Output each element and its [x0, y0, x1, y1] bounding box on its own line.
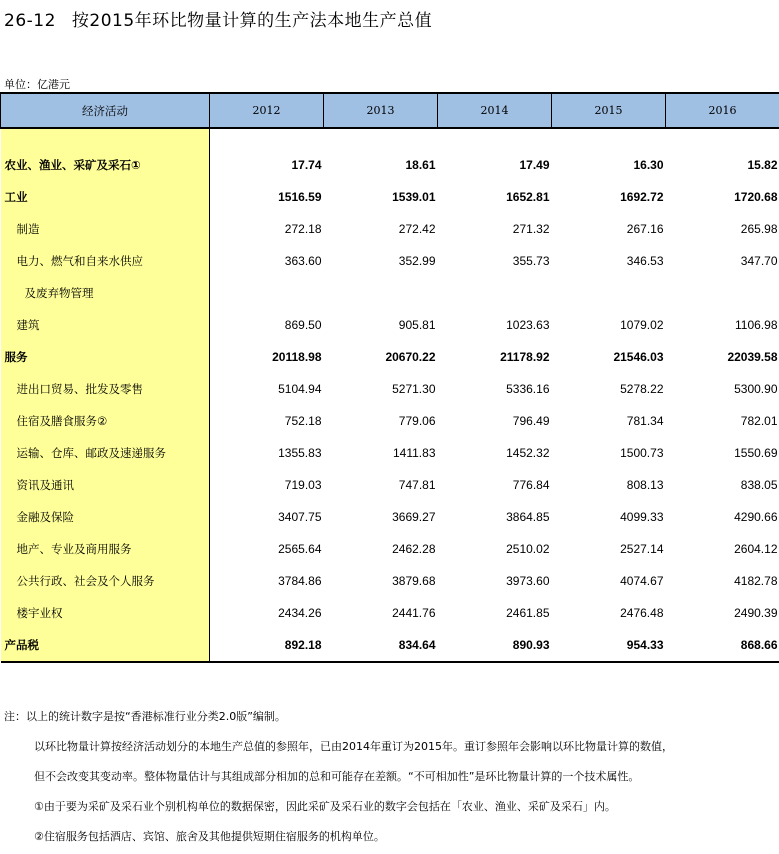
cell-value: 808.13 [626, 478, 664, 492]
cell-value: 2462.28 [392, 542, 436, 556]
cell-value: 838.05 [740, 478, 778, 492]
cell-value: 1106.98 [735, 318, 778, 332]
cell-value: 776.84 [512, 478, 550, 492]
row-label: 农业、渔业、采矿及采石① [1, 149, 210, 181]
table-row [1, 501, 779, 533]
header-row [1, 93, 779, 128]
cell-value: 2441.76 [392, 606, 436, 620]
cell-value: 2434.26 [278, 606, 322, 620]
cell-value: 890.93 [438, 629, 552, 662]
cell-value: 782.01 [740, 414, 778, 428]
cell-value: 905.81 [398, 318, 436, 332]
cell-value [666, 277, 779, 309]
table-row [1, 437, 779, 469]
table-row [1, 213, 779, 245]
cell-value: 1516.59 [278, 190, 322, 204]
cell-value: 1355.83 [278, 446, 322, 460]
table-row [1, 181, 779, 213]
header-year: 2014 [438, 93, 552, 128]
title-text: 按2015年环比物量计算的生产法本地生产总值 [71, 11, 433, 31]
table-row [1, 149, 779, 181]
table-row [1, 341, 779, 373]
cell-value: 3407.75 [278, 510, 322, 524]
cell-value: 4182.78 [734, 574, 778, 588]
cell-value: 1452.32 [506, 446, 550, 460]
row-label: 及废弃物管理 [1, 277, 210, 309]
table-row [1, 629, 779, 662]
table-row [1, 565, 779, 597]
cell-value: 954.33 [552, 629, 666, 662]
cell-value: 719.03 [284, 478, 322, 492]
cell-value: 5300.90 [734, 382, 778, 396]
cell-value: 4099.33 [620, 510, 664, 524]
cell-value: 2476.48 [620, 606, 664, 620]
table-row [1, 373, 779, 405]
table-row [1, 245, 779, 277]
cell-value: 1500.73 [620, 446, 664, 460]
row-label: 金融及保险 [1, 501, 210, 533]
cell-value: 4074.67 [620, 574, 664, 588]
header-year: 2012 [210, 93, 324, 128]
row-label: 产品税 [1, 629, 210, 662]
unit-label: 单位：亿港元 [4, 78, 70, 91]
cell-value: 17.49 [519, 158, 550, 172]
cell-value: 5271.30 [392, 382, 436, 396]
cell-value: 17.74 [291, 158, 322, 172]
note-line: 注：以上的统计数字是按“香港标准行业分类2.0版”编制。 [4, 710, 286, 723]
cell-value [438, 277, 552, 309]
table-row [1, 533, 779, 565]
cell-value: 20670.22 [385, 350, 436, 364]
cell-value: 1023.63 [506, 318, 550, 332]
cell-value: 20118.98 [272, 350, 322, 364]
cell-value: 3879.68 [392, 574, 436, 588]
header-year: 2013 [324, 93, 438, 128]
cell-value: 265.98 [740, 222, 778, 236]
cell-value: 1692.72 [620, 190, 664, 204]
table-row [1, 405, 779, 437]
cell-value: 2604.12 [734, 542, 778, 556]
row-label: 资讯及通讯 [1, 469, 210, 501]
note-line: ②住宿服务包括酒店、宾馆、旅舍及其他提供短期住宿服务的机构单位。 [34, 830, 385, 843]
cell-value: 3669.27 [392, 510, 436, 524]
cell-value: 3973.60 [506, 574, 550, 588]
table-row [1, 469, 779, 501]
cell-value: 21546.03 [613, 350, 664, 364]
cell-value: 752.18 [284, 414, 322, 428]
cell-value: 346.53 [626, 254, 664, 268]
row-label: 电力、燃气和自来水供应 [1, 245, 210, 277]
row-label: 建筑 [1, 309, 210, 341]
cell-value: 1720.68 [734, 190, 778, 204]
cell-value: 5278.22 [620, 382, 664, 396]
cell-value: 267.16 [626, 222, 664, 236]
cell-value: 272.18 [284, 222, 322, 236]
header-year: 2016 [666, 93, 779, 128]
cell-value: 5336.16 [506, 382, 550, 396]
cell-value: 868.66 [666, 629, 779, 662]
table-number: 26-12 [4, 11, 56, 31]
spacer-row [1, 128, 779, 149]
cell-value: 3784.86 [278, 574, 322, 588]
row-label: 制造 [1, 213, 210, 245]
note-line: ①由于要为采矿及采石业个别机构单位的数据保密，因此采矿及采石业的数字会包括在「农业、渔业、采矿及采石」内。 [34, 800, 616, 813]
row-label: 进出口贸易、批发及零售 [1, 373, 210, 405]
cell-value: 352.99 [398, 254, 436, 268]
cell-value [552, 277, 666, 309]
cell-value: 5104.94 [278, 382, 322, 396]
row-label: 运输、仓库、邮政及速递服务 [1, 437, 210, 469]
note-line: 以环比物量计算按经济活动划分的本地生产总值的参照年，已由2014年重订为2015年。重订参照年会影响以环比物量计算的数值， [34, 740, 673, 753]
row-label: 地产、专业及商用服务 [1, 533, 210, 565]
cell-value: 15.82 [747, 158, 778, 172]
row-label: 工业 [1, 181, 210, 213]
cell-value: 1079.02 [620, 318, 664, 332]
cell-value: 779.06 [398, 414, 436, 428]
row-label: 服务 [1, 341, 210, 373]
header-activity: 经济活动 [1, 93, 210, 128]
row-label: 楼宇业权 [1, 597, 210, 629]
cell-value: 21178.92 [500, 350, 550, 364]
table-row [1, 277, 779, 309]
cell-value: 2461.85 [506, 606, 550, 620]
cell-value: 3864.85 [506, 510, 550, 524]
cell-value: 355.73 [512, 254, 550, 268]
row-label: 公共行政、社会及个人服务 [1, 565, 210, 597]
cell-value [324, 277, 438, 309]
cell-value: 271.32 [512, 222, 550, 236]
cell-value: 869.50 [284, 318, 322, 332]
cell-value: 2527.14 [620, 542, 664, 556]
cell-value: 363.60 [284, 254, 322, 268]
cell-value: 1652.81 [506, 190, 550, 204]
table-row [1, 309, 779, 341]
cell-value: 796.49 [512, 414, 550, 428]
cell-value: 16.30 [633, 158, 664, 172]
cell-value: 347.70 [740, 254, 778, 268]
cell-value: 272.42 [398, 222, 436, 236]
cell-value: 892.18 [210, 629, 324, 662]
cell-value: 747.81 [398, 478, 436, 492]
row-label: 住宿及膳食服务② [1, 405, 210, 437]
cell-value: 1411.83 [393, 446, 436, 460]
cell-value: 4290.66 [734, 510, 778, 524]
note-line: 但不会改变其变动率。整体物量估计与其组成部分相加的总和可能存在差额。“不可相加性”是环比物量计算的一个技术属性。 [34, 770, 640, 783]
cell-value: 781.34 [626, 414, 664, 428]
cell-value: 2490.39 [734, 606, 778, 620]
header-year: 2015 [552, 93, 666, 128]
cell-value [210, 277, 324, 309]
gdp-table [0, 92, 779, 663]
cell-value: 22039.58 [727, 350, 778, 364]
notes [4, 702, 673, 852]
cell-value: 834.64 [324, 629, 438, 662]
table-row [1, 597, 779, 629]
cell-value: 1550.69 [734, 446, 778, 460]
cell-value: 18.61 [405, 158, 436, 172]
cell-value: 1539.01 [392, 190, 436, 204]
cell-value: 2510.02 [506, 542, 550, 556]
cell-value: 2565.64 [278, 542, 322, 556]
page-title [4, 6, 432, 31]
